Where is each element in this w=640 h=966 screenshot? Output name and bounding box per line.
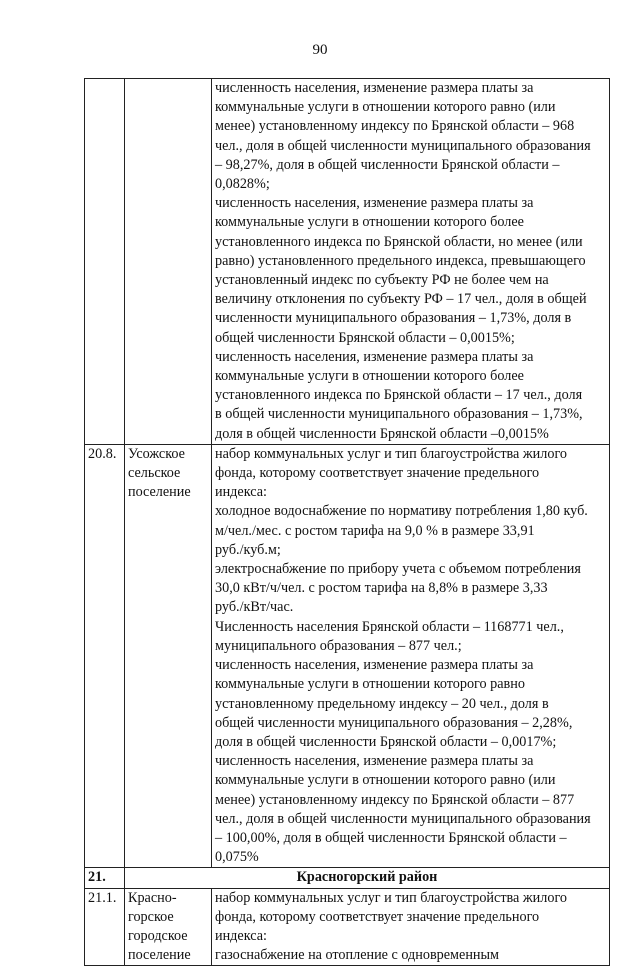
municipality-name-cell — [125, 444, 212, 867]
text-line: численность населения, изменение размера платы за — [215, 348, 534, 365]
text-line: 0,0828%; — [215, 176, 270, 193]
text-line: численность населения, изменение размера платы за — [215, 195, 534, 212]
text-line: численность населения, изменение размера платы за — [215, 657, 534, 674]
municipality-name-cell — [125, 888, 212, 966]
municipality-name-line: поселение — [128, 484, 191, 501]
description-cell — [212, 79, 610, 445]
text-line: менее) установленному индексу по Брянской области – 877 — [215, 791, 575, 808]
text-line: доля в общей численности Брянской области –0,0015% — [215, 425, 549, 442]
municipality-name-line: сельское — [128, 465, 181, 482]
text-line: руб./куб.м; — [215, 541, 281, 558]
table-row-20-8 — [85, 444, 610, 867]
text-line: в общей численности муниципального образования – 1,73%, — [215, 406, 583, 423]
text-line: холодное водоснабжение по нормативу потребления 1,80 куб. — [215, 503, 588, 520]
text-line: коммунальные услуги в отношении которого равно (или — [215, 772, 556, 789]
table-row-21-1 — [85, 888, 610, 966]
text-line: муниципального образования – 877 чел.; — [215, 637, 462, 654]
text-line: чел., доля в общей численности муниципального образования — [215, 810, 591, 827]
row-number-cell: 20.8. — [85, 444, 125, 867]
text-line: Численность населения Брянской области – 1168771 чел., — [215, 618, 564, 635]
text-line: – 100,00%, доля в общей численности Брянской области – — [215, 829, 567, 846]
text-line: – 98,27%, доля в общей численности Брянской области – — [215, 156, 560, 173]
municipality-name-line: Усожское — [128, 445, 185, 462]
text-line: доля в общей численности Брянской области – 0,0017%; — [215, 733, 557, 750]
text-line: менее) установленному индексу по Брянской области – 968 — [215, 118, 575, 135]
text-line: установленный индекс по субъекту РФ не более чем на — [215, 272, 549, 289]
text-line: коммунальные услуги в отношении которого равно — [215, 676, 525, 693]
text-line: индекса: — [215, 484, 267, 501]
text-line: численность населения, изменение размера платы за — [215, 80, 534, 96]
document-table — [84, 78, 610, 966]
text-line: м/чел./мес. с ростом тарифа на 9,0 % в размере 33,91 — [215, 522, 535, 539]
text-line: фонда, которому соответствует значение предельного — [215, 465, 540, 482]
text-line: руб./кВт/час. — [215, 599, 294, 616]
description-cell — [212, 888, 610, 966]
text-line: величину отклонения по субъекту РФ – 17 чел., доля в общей — [215, 291, 587, 308]
municipality-name-line: Красно- — [128, 889, 177, 906]
text-line: электроснабжение по прибору учета с объемом потребления — [215, 561, 581, 578]
text-line: коммунальные услуги в отношении которого более — [215, 214, 524, 231]
section-number-cell: 21. — [85, 868, 125, 888]
municipality-name-line: горское — [128, 908, 174, 925]
text-line: набор коммунальных услуг и тип благоустройства жилого — [215, 889, 568, 906]
text-line: равно) установленного предельного индекса, превышающего — [215, 252, 586, 269]
municipality-name-line: городское — [128, 927, 188, 944]
text-line: газоснабжение на отопление с одновременным — [215, 947, 500, 964]
text-line: общей численности муниципального образования – 2,28%, — [215, 714, 573, 731]
page-number: 90 — [312, 42, 328, 58]
section-header-row — [85, 868, 610, 888]
text-line: набор коммунальных услуг и тип благоустройства жилого — [215, 445, 568, 462]
text-line: установленному предельному индексу – 20 чел., доля в — [215, 695, 549, 712]
text-line: численности муниципального образования – 1,73%, доля в — [215, 310, 572, 327]
municipality-name-cell — [125, 79, 212, 445]
text-line: коммунальные услуги в отношении которого равно (или — [215, 99, 556, 116]
row-number-cell — [85, 79, 125, 445]
text-line: чел., доля в общей численности муниципального образования — [215, 137, 591, 154]
text-line: фонда, которому соответствует значение предельного — [215, 908, 540, 925]
description-cell — [212, 444, 610, 867]
section-title: Красногорский район — [125, 868, 610, 888]
text-line: 0,075% — [215, 849, 259, 866]
text-line: установленного индекса по Брянской области, но менее (или — [215, 233, 583, 250]
table-row-continuation — [85, 79, 610, 445]
municipality-name-line: поселение — [128, 947, 191, 964]
text-line: общей численности Брянской области – 0,0015%; — [215, 329, 515, 346]
text-line: численность населения, изменение размера платы за — [215, 753, 534, 770]
text-line: 30,0 кВт/ч/чел. с ростом тарифа на 8,8% в размере 3,33 — [215, 580, 548, 597]
text-line: установленного индекса по Брянской области – 17 чел., доля — [215, 387, 583, 404]
text-line: коммунальные услуги в отношении которого более — [215, 368, 524, 385]
row-number-cell: 21.1. — [85, 888, 125, 966]
text-line: индекса: — [215, 927, 267, 944]
